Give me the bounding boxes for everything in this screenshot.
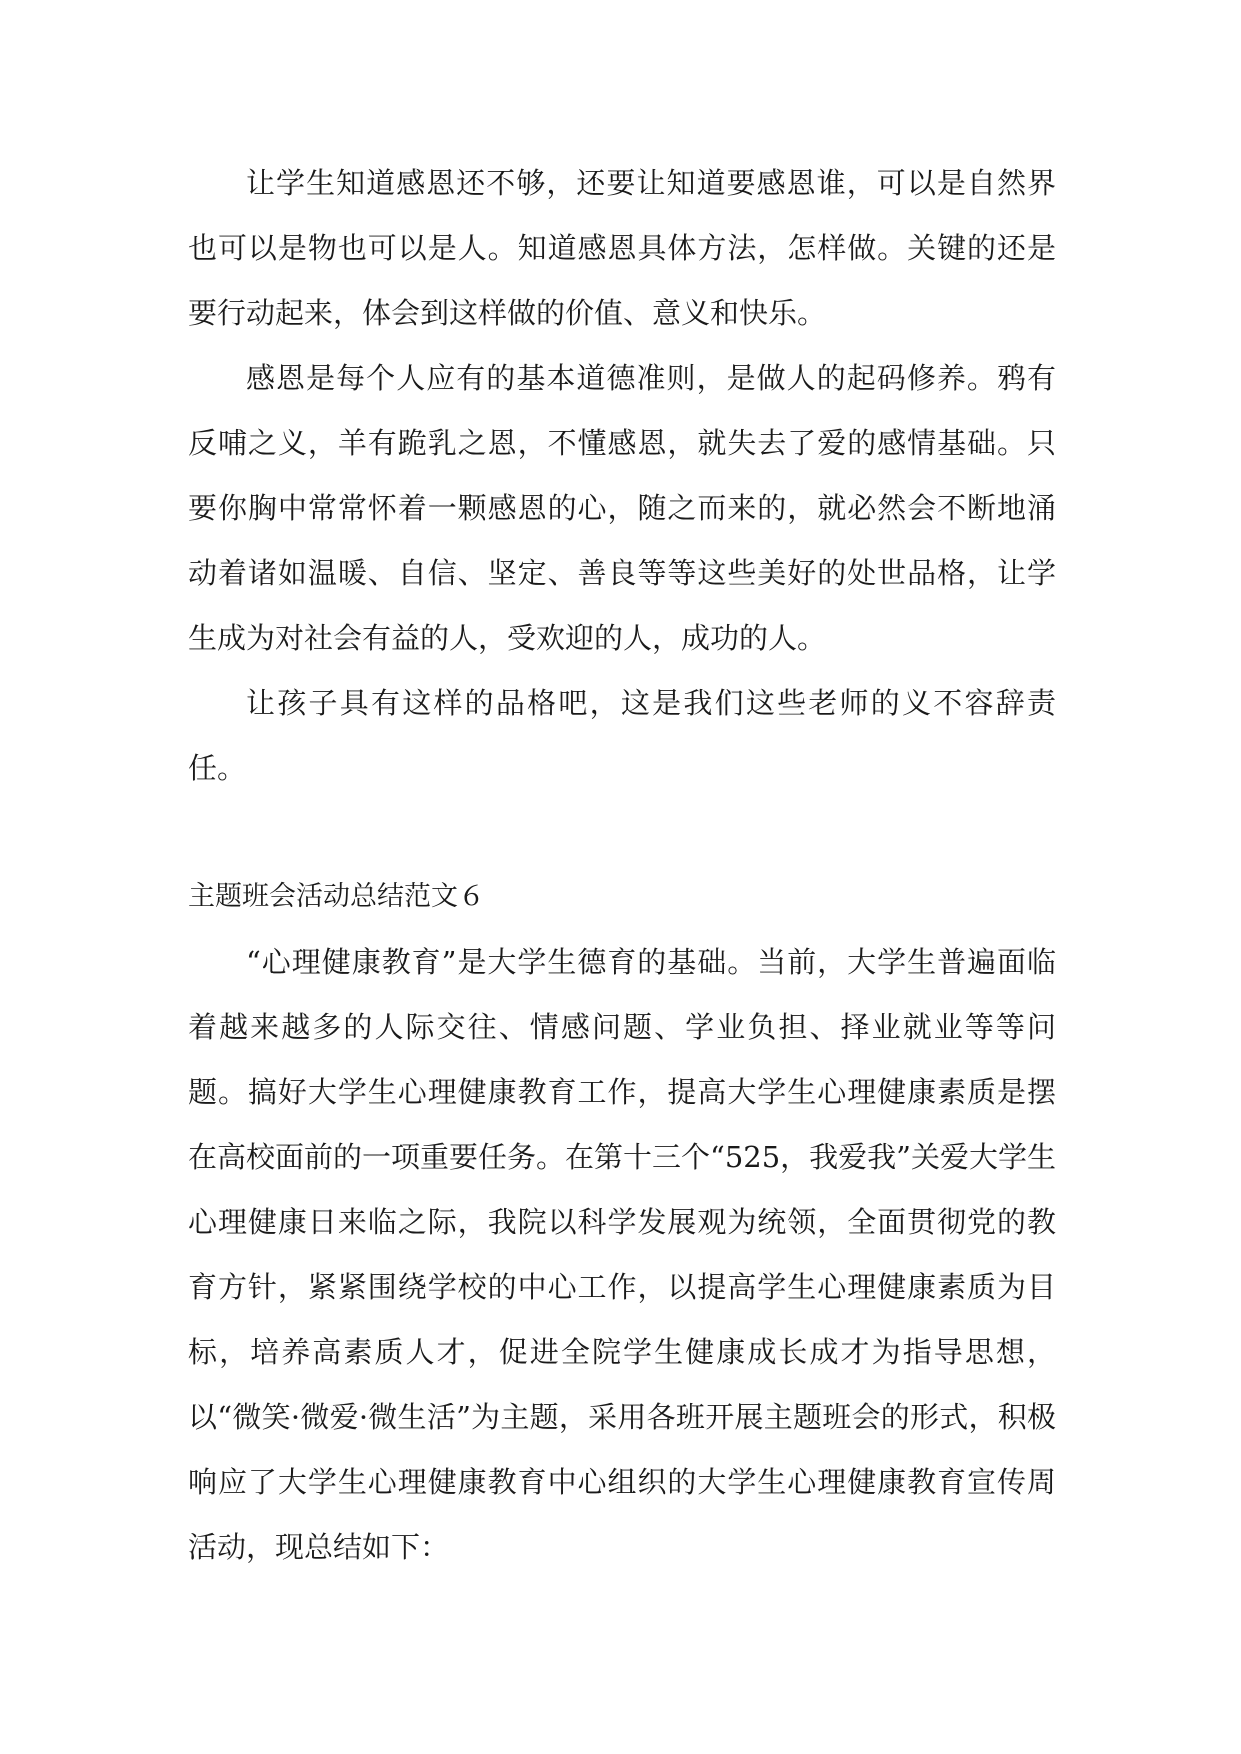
section-title: 主题班会活动总结范文６ [188,881,485,912]
paragraph: 让学生知道感恩还不够，还要让知道要感恩谁，可以是自然界也可以是物也可以是人。知道感恩具体方法，怎样做。关键的还是要行动起来，体会到这样做的价值、意义和快乐。 [188,166,1056,330]
paragraph: 让孩子具有这样的品格吧，这是我们这些老师的义不容辞责任。 [188,686,1056,785]
body-text-bottom [188,930,1056,1580]
paragraph: “心理健康教育”是大学生德育的基础。当前，大学生普遍面临着越来越多的人际交往、情感问题、学业负担、择业就业等等问题。搞好大学生心理健康教育工作，提高大学生心理健康素质是摆在高校面前的一项重要任务。在第十三个“525，我爱我”关爱大学生心理健康日来临之际，我院以科学发展观为统领，全面贯彻党的教育方针，紧紧围绕学校的中心工作，以提高学生心理健康素质为目标，培养高素质人才，促进全院学生健康成长成才为指导思想，以“微笑·微爱·微生活”为主题，采用各班开展主题班会的形式，积极响应了大学生心理健康教育中心组织的大学生心理健康教育宣传周活动，现总结如下： [188,945,1057,1564]
body-text-top [188,151,1056,801]
paragraph: 感恩是每个人应有的基本道德准则，是做人的起码修养。鸦有反哺之义，羊有跪乳之恩，不懂感恩，就失去了爱的感情基础。只要你胸中常常怀着一颗感恩的心，随之而来的，就必然会不断地涌动着诸如温暖、自信、坚定、善良等等这些美好的处世品格，让学生成为对社会有益的人，受欢迎的人，成功的人。 [188,361,1056,655]
